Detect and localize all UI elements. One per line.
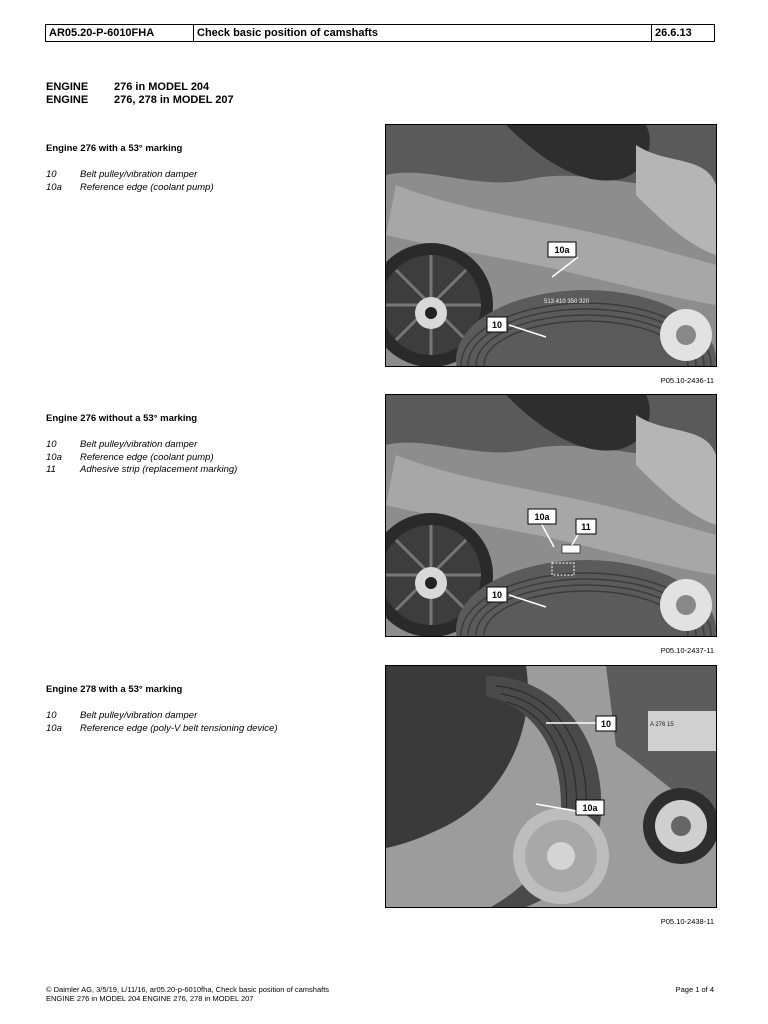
- legend-text: Belt pulley/vibration damper: [80, 169, 198, 180]
- figure-code: P05.10-2436-11: [660, 376, 714, 385]
- doc-id: AR05.20-P-6010FHA: [46, 25, 194, 41]
- section-title: Engine 276 without a 53° marking: [46, 413, 198, 424]
- legend-item: [46, 710, 278, 723]
- figure-engine-276-without-marking: [385, 394, 717, 637]
- engine-line-1: [46, 81, 209, 93]
- engine-photo: [386, 125, 716, 366]
- legend-item: [46, 464, 237, 477]
- engine-value: 276 in MODEL 204: [114, 81, 210, 93]
- engine-label: ENGINE: [46, 94, 89, 106]
- engine-photo: [386, 395, 716, 636]
- engine-line-2: [46, 94, 234, 106]
- legend-num: 10a: [46, 722, 62, 734]
- header-table: [45, 24, 715, 42]
- callout-10a: 10a: [534, 512, 550, 522]
- legend-num: 10: [46, 169, 57, 180]
- footer: [46, 985, 329, 1003]
- legend-list: [46, 439, 237, 477]
- legend-text: Adhesive strip (replacement marking): [80, 464, 238, 475]
- legend-item: [46, 439, 237, 452]
- legend-num: 10a: [46, 451, 62, 463]
- callout-11: 11: [581, 522, 591, 532]
- callout-10: 10: [491, 320, 503, 330]
- callout-10a: 10a: [582, 803, 598, 813]
- section-title: Engine 276 with a 53° marking: [46, 143, 183, 154]
- legend-text: Reference edge (coolant pump): [80, 181, 214, 193]
- figure-engine-276-with-marking: [385, 124, 717, 367]
- footer-line-2: ENGINE 276 in MODEL 204 ENGINE 276, 278 in MODEL 207: [46, 994, 254, 1003]
- doc-date: 26.6.13: [655, 27, 692, 39]
- callout-10: 10: [600, 719, 612, 729]
- legend-item: [46, 452, 237, 465]
- legend-item: [46, 182, 214, 195]
- legend-num: 11: [46, 464, 56, 475]
- part-label: A 276 15: [650, 722, 674, 728]
- legend-text: Reference edge (poly-V belt tensioning device): [80, 722, 278, 734]
- legend-num: 10: [46, 439, 57, 450]
- engine-photo: [386, 666, 716, 907]
- doc-title: Check basic position of camshafts: [194, 25, 652, 41]
- engine-label: ENGINE: [46, 81, 89, 93]
- callout-10: 10: [491, 590, 503, 600]
- legend-list: [46, 169, 214, 194]
- legend-item: [46, 723, 278, 736]
- callout-10a: 10a: [554, 245, 570, 255]
- page-number: Page 1 of 4: [675, 985, 714, 994]
- legend-num: 10: [46, 710, 57, 721]
- legend-text: Belt pulley/vibration damper: [80, 439, 198, 450]
- legend-text: Belt pulley/vibration damper: [80, 710, 198, 721]
- legend-text: Reference edge (coolant pump): [80, 451, 214, 463]
- figure-engine-278-with-marking: [385, 665, 717, 908]
- footer-line-1: © Daimler AG, 3/5/19, L/11/16, ar05.20-p-6010fha, Check basic position of camshafts: [46, 985, 330, 994]
- section-title: Engine 278 with a 53° marking: [46, 684, 183, 695]
- engine-value: 276, 278 in MODEL 207: [114, 94, 234, 106]
- legend-item: [46, 169, 214, 182]
- legend-num: 10a: [46, 181, 62, 193]
- legend-list: [46, 710, 278, 735]
- figure-code: P05.10-2438-11: [660, 917, 714, 926]
- figure-code: P05.10-2437-11: [660, 646, 714, 655]
- scale-markings: 513 410 350 320: [544, 299, 590, 305]
